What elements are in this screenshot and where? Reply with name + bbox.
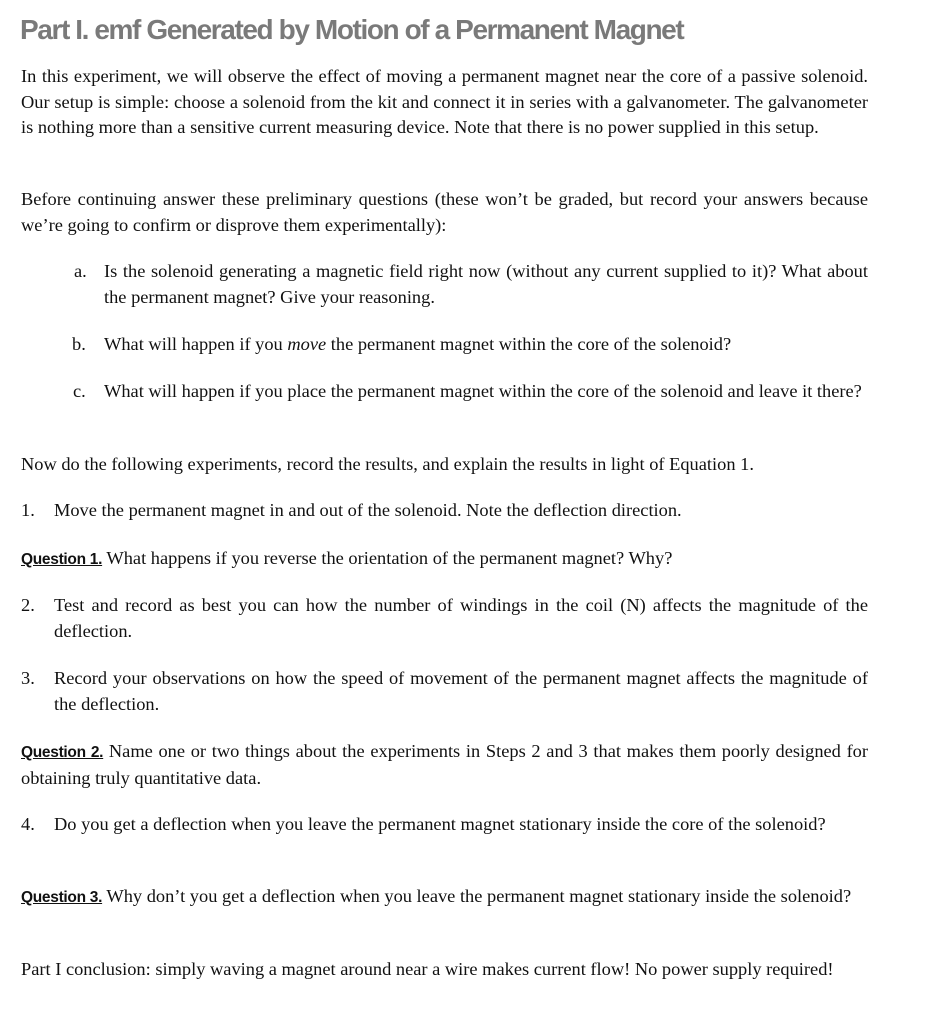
preliminary-question-b xyxy=(104,332,868,358)
question-3 xyxy=(21,884,868,911)
list-marker-c: c. xyxy=(73,381,86,401)
list-marker-b: b. xyxy=(72,334,86,354)
preliminary-question-c: What will happen if you place the permanent magnet within the core of the solenoid and leave it there? xyxy=(104,381,862,401)
question-2 xyxy=(21,739,868,791)
step-4: Do you get a deflection when you leave the permanent magnet stationary inside the core of the solenoid? xyxy=(54,814,826,834)
intro-paragraph: In this experiment, we will observe the effect of moving a permanent magnet near the core of a passive solenoid. Our setup is simple: choose a solenoid from the kit and connect it in series with a galvanometer. The galvanometer is nothing more than a sensitive current measuring device. Note that there is no power supplied in this setup. xyxy=(21,66,868,137)
section-title: Part I. emf Generated by Motion of a Permanent Magnet xyxy=(20,14,684,45)
question-b-emphasis: move xyxy=(287,334,327,354)
question-2-label: Question 2. xyxy=(21,744,104,761)
preliminary-intro: Before continuing answer these preliminary questions (these won’t be graded, but record your answers because we’re going to confirm or disprove them experimentally): xyxy=(21,189,868,235)
step-marker-3: 3. xyxy=(21,668,35,688)
step-3: Record your observations on how the speed of movement of the permanent magnet affects the magnitude of the deflection. xyxy=(54,668,868,714)
question-3-label: Question 3. xyxy=(21,889,103,906)
step-marker-2: 2. xyxy=(21,595,35,615)
preliminary-question-a: Is the solenoid generating a magnetic field right now (without any current supplied to it)? What about the permanent magnet? Give your reasoning. xyxy=(104,261,868,307)
conclusion-paragraph: Part I conclusion: simply waving a magnet around near a wire makes current flow! No power supply required! xyxy=(21,959,834,979)
step-marker-1: 1. xyxy=(21,500,35,520)
question-2-text: Name one or two things about the experiments in Steps 2 and 3 that makes them poorly designed for obtaining truly quantitative data. xyxy=(21,741,869,788)
step-2: Test and record as best you can how the number of windings in the coil (N) affects the magnitude of the deflection. xyxy=(54,595,868,641)
step-marker-4: 4. xyxy=(21,814,35,834)
list-marker-a: a. xyxy=(74,261,87,281)
question-1-text: What happens if you reverse the orientation of the permanent magnet? Why? xyxy=(102,548,673,568)
question-1 xyxy=(21,546,868,573)
experiments-intro: Now do the following experiments, record the results, and explain the results in light of Equation 1. xyxy=(21,454,754,474)
question-b-text-before: What will happen if you xyxy=(104,334,288,354)
question-3-text: Why don’t you get a deflection when you leave the permanent magnet stationary inside the solenoid? xyxy=(102,886,852,906)
step-1: Move the permanent magnet in and out of the solenoid. Note the deflection direction. xyxy=(54,500,682,520)
question-b-text-after: the permanent magnet within the core of the solenoid? xyxy=(326,334,732,354)
question-1-label: Question 1. xyxy=(21,551,103,568)
